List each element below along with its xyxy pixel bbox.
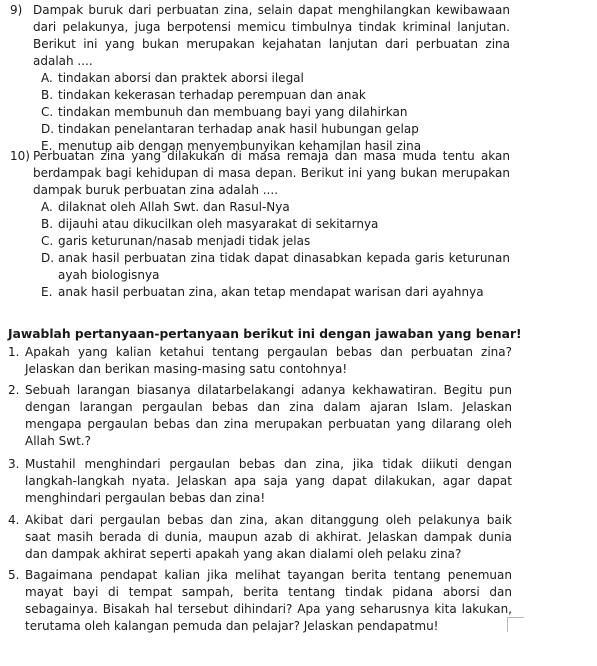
option-e: [33, 284, 510, 301]
essay-question-1: [8, 344, 512, 378]
option-b: [33, 216, 510, 233]
crop-corner-mark: [507, 617, 524, 632]
option-d: [33, 121, 510, 138]
option-letter: A.: [41, 200, 53, 214]
essay-text: Sebuah larangan biasanya dilatarbelakangi adanya kekhawatiran. Begitu pun dengan larangan pergaulan bebas dan zina dalam ajaran Islam. Jelaskan mengapa pergaulan bebas dan zina merupakan perbuatan yang dilarang oleh Allah Swt.?: [25, 383, 512, 448]
question-9: [10, 2, 510, 155]
essay-question-4: [8, 512, 512, 563]
option-letter: B.: [41, 217, 54, 231]
option-text: dijauhi atau dikucilkan oleh masyarakat di sekitarnya: [58, 217, 379, 231]
essay-number: 2.: [8, 383, 20, 397]
option-text: garis keturunan/nasab menjadi tidak jelas: [58, 234, 311, 248]
option-text: anak hasil perbuatan zina, akan tetap mendapat warisan dari ayahnya: [58, 285, 484, 299]
question-10: [10, 148, 510, 301]
option-list: [33, 70, 510, 155]
option-text: tindakan aborsi dan praktek aborsi ilegal: [58, 71, 304, 85]
option-d: [33, 250, 510, 284]
essay-question-3: [8, 456, 512, 507]
option-c: [33, 104, 510, 121]
question-stem: Dampak buruk dari perbuatan zina, selain dapat menghilangkan kewibawaan dari pelakunya, juga berpotensi memicu timbulnya tindak kriminal lanjutan. Berikut ini yang bukan merupakan kejahatan lanjutan dari perbuatan zina adalah ....: [33, 3, 510, 68]
essay-question-2: [8, 382, 512, 450]
essay-number: 3.: [8, 457, 20, 471]
option-letter: D.: [41, 122, 55, 136]
essay-text: Mustahil menghindari pergaulan bebas dan zina, jika tidak diikuti dengan langkah-langkah nyata. Jelaskan apa saja yang dapat dilakukan, agar dapat menghindari pergaulan bebas dan zina!: [25, 457, 512, 505]
essay-number: 4.: [8, 513, 20, 527]
essay-number: 1.: [8, 345, 20, 359]
essay-number: 5.: [8, 568, 20, 582]
option-letter: D.: [41, 251, 55, 265]
essay-text: Apakah yang kalian ketahui tentang pergaulan bebas dan perbuatan zina? Jelaskan dan berikan masing-masing satu contohnya!: [25, 345, 512, 376]
option-letter: C.: [41, 105, 54, 119]
question-stem: Perbuatan zina yang dilakukan di masa remaja dan masa muda tentu akan berdampak bagi kehidupan di masa depan. Berikut ini yang bukan merupakan dampak buruk perbuatan zina adalah ....: [33, 149, 510, 197]
essay-question-5: [8, 567, 512, 635]
option-text: tindakan membunuh dan membuang bayi yang dilahirkan: [58, 105, 408, 119]
option-c: [33, 233, 510, 250]
essay-text: Bagaimana pendapat kalian jika melihat tayangan berita tentang penemuan mayat bayi di tempat sampah, berita tentang tindak pidana aborsi dan sebagainya. Bisakah hal tersebut dihindari? Apa yang seharusnya kita lakukan, terutama oleh kalangan pemuda dan pelajar? Jelaskan pendapatmu!: [25, 568, 512, 633]
option-text: anak hasil perbuatan zina tidak dapat dinasabkan kepada garis keturunan ayah biologisnya: [58, 251, 510, 282]
essay-text: Akibat dari pergaulan bebas dan zina, akan ditanggung oleh pelakunya baik saat masih berada di dunia, maupun azab di akhirat. Jelaskan dampak dunia dan dampak akhirat seperti apakah yang akan dialami oleh pelaku zina?: [25, 513, 512, 561]
option-list: [33, 199, 510, 301]
option-b: [33, 87, 510, 104]
option-letter: E.: [41, 139, 53, 153]
option-a: [33, 199, 510, 216]
question-number: 10): [10, 149, 30, 163]
option-text: menutup aib dengan menyembunyikan kehamilan hasil zina: [58, 139, 422, 153]
question-number: 9): [10, 3, 23, 17]
option-letter: E.: [41, 285, 53, 299]
option-letter: B.: [41, 88, 54, 102]
option-letter: C.: [41, 234, 54, 248]
option-a: [33, 70, 510, 87]
essay-section-heading: Jawablah pertanyaan-pertanyaan berikut ini dengan jawaban yang benar!: [8, 327, 522, 341]
option-text: tindakan kekerasan terhadap perempuan dan anak: [58, 88, 366, 102]
option-text: tindakan penelantaran terhadap anak hasil hubungan gelap: [58, 122, 419, 136]
option-text: dilaknat oleh Allah Swt. dan Rasul-Nya: [58, 200, 290, 214]
option-letter: A.: [41, 71, 53, 85]
